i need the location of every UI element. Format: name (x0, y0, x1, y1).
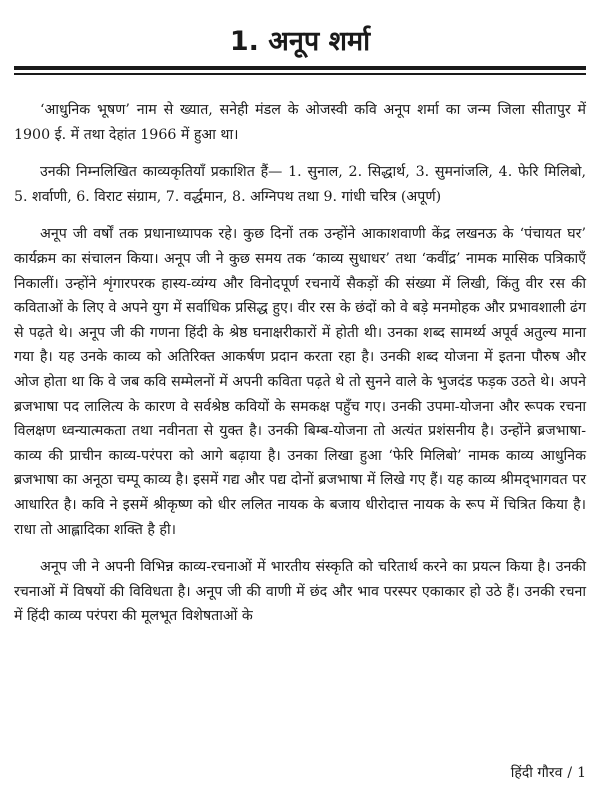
page-footer (511, 763, 586, 783)
paragraph-culture: अनूप जी ने अपनी विभिन्न काव्य-रचनाओं में भारतीय संस्कृति को चरितार्थ करने का प्रयत्न किया है। उनकी रचनाओं में विषयों की विविधता है। अनूप जी की वाणी में छंद और भाव परस्पर एकाकार हो उठे हैं। उनकी रचना में हिंदी काव्य परंपरा की मूलभूत विशेषताओं के (14, 559, 586, 625)
paragraph-works: उनकी निम्नलिखित काव्यकृतियाँ प्रकाशित हैं— 1. सुनाल, 2. सिद्धार्थ, 3. सुमनांजलि, 4. फेरि मिलिबो, 5. शर्वाणी, 6. विराट संग्राम, 7. वर्द्धमान, 8. अग्निपथ तथा 9. गांधी चरित्र (अपूर्ण) (14, 164, 586, 205)
paragraph-career: अनूप जी वर्षों तक प्रधानाध्यापक रहे। कुछ दिनों तक उन्होंने आकाशवाणी केंद्र लखनऊ के ‘पंचायत घर’ कार्यक्रम का संचालन किया। अनूप जी ने कुछ समय तक ‘काव्य सुधाधर’ तथा ‘कवींद्र’ नामक मासिक पत्रिकाएँ निकालीं। उन्होंने शृंगारपरक हास्य-व्यंग्य और विनोदपूर्ण रचनायें सैकड़ों की संख्या में लिखी, किंतु वीर रस की कविताओं के लिए वे अपने युग में सर्वाधिक प्रसिद्ध हुए। वीर रस के छंदों को वे बड़े मनमोहक और प्रभावशाली ढंग से पढ़ते थे। अनूप जी की गणना हिंदी के श्रेष्ठ घनाक्षरीकारों में होती थी। उनका शब्द सामर्थ्य अपूर्व अतुल्य माना गया है। यह उनके काव्य को अतिरिक्त आकर्षण प्रदान करता रहा है। उनकी शब्द योजना में इतना पौरुष और ओज होता था कि वे जब कवि सम्मेलनों में अपनी कविता पढ़ते थे तो सुनने वाले के भुजदंड फड़क उठते थे। अपने ब्रजभाषा पद लालित्य के कारण वे सर्वश्रेष्ठ कवियों के समकक्ष पहुँच गए। उनकी उपमा-योजना और रूपक रचना विलक्षण ध्वन्यात्मकता तथा नवीनता से युक्त है। उनकी बिम्ब-योजना तो अत्यंत प्रशंसनीय है। उन्होंने ब्रजभाषा-काव्य की प्राचीन काव्य-परंपरा को आगे बढ़ाया है। उनका लिखा हुआ ‘फेरि मिलिबो’ नामक काव्य आधुनिक ब्रजभाषा का अनूठा चम्पू काव्य है। इसमें गद्य और पद्य दोनों ब्रजभाषा में लिखे गए हैं। यह काव्य श्रीमद्‌भागवत पर आधारित है। कवि ने इसमें श्रीकृष्ण को धीर ललित नायक के बजाय धीरोदात्त नायक के रूप में चित्रित किया है। राधा तो आह्लादिका शक्ति है ही। (14, 226, 586, 538)
body-text (14, 98, 586, 629)
title-rule-thin (14, 73, 586, 75)
title-rule-thick (14, 66, 586, 70)
footer-book-title: हिंदी गौरव (510, 765, 563, 781)
chapter-title: 1. अनूप शर्मा (229, 26, 371, 57)
paragraph-intro: ‘आधुनिक भूषण’ नाम से ख्यात, सनेही मंडल के ओजस्वी कवि अनूप शर्मा का जन्म जिला सीतापुर में 1900 ई. में तथा देहांत 1966 में हुआ था। (14, 102, 586, 143)
page-number: 1 (577, 765, 586, 781)
footer-separator: / (567, 765, 573, 781)
